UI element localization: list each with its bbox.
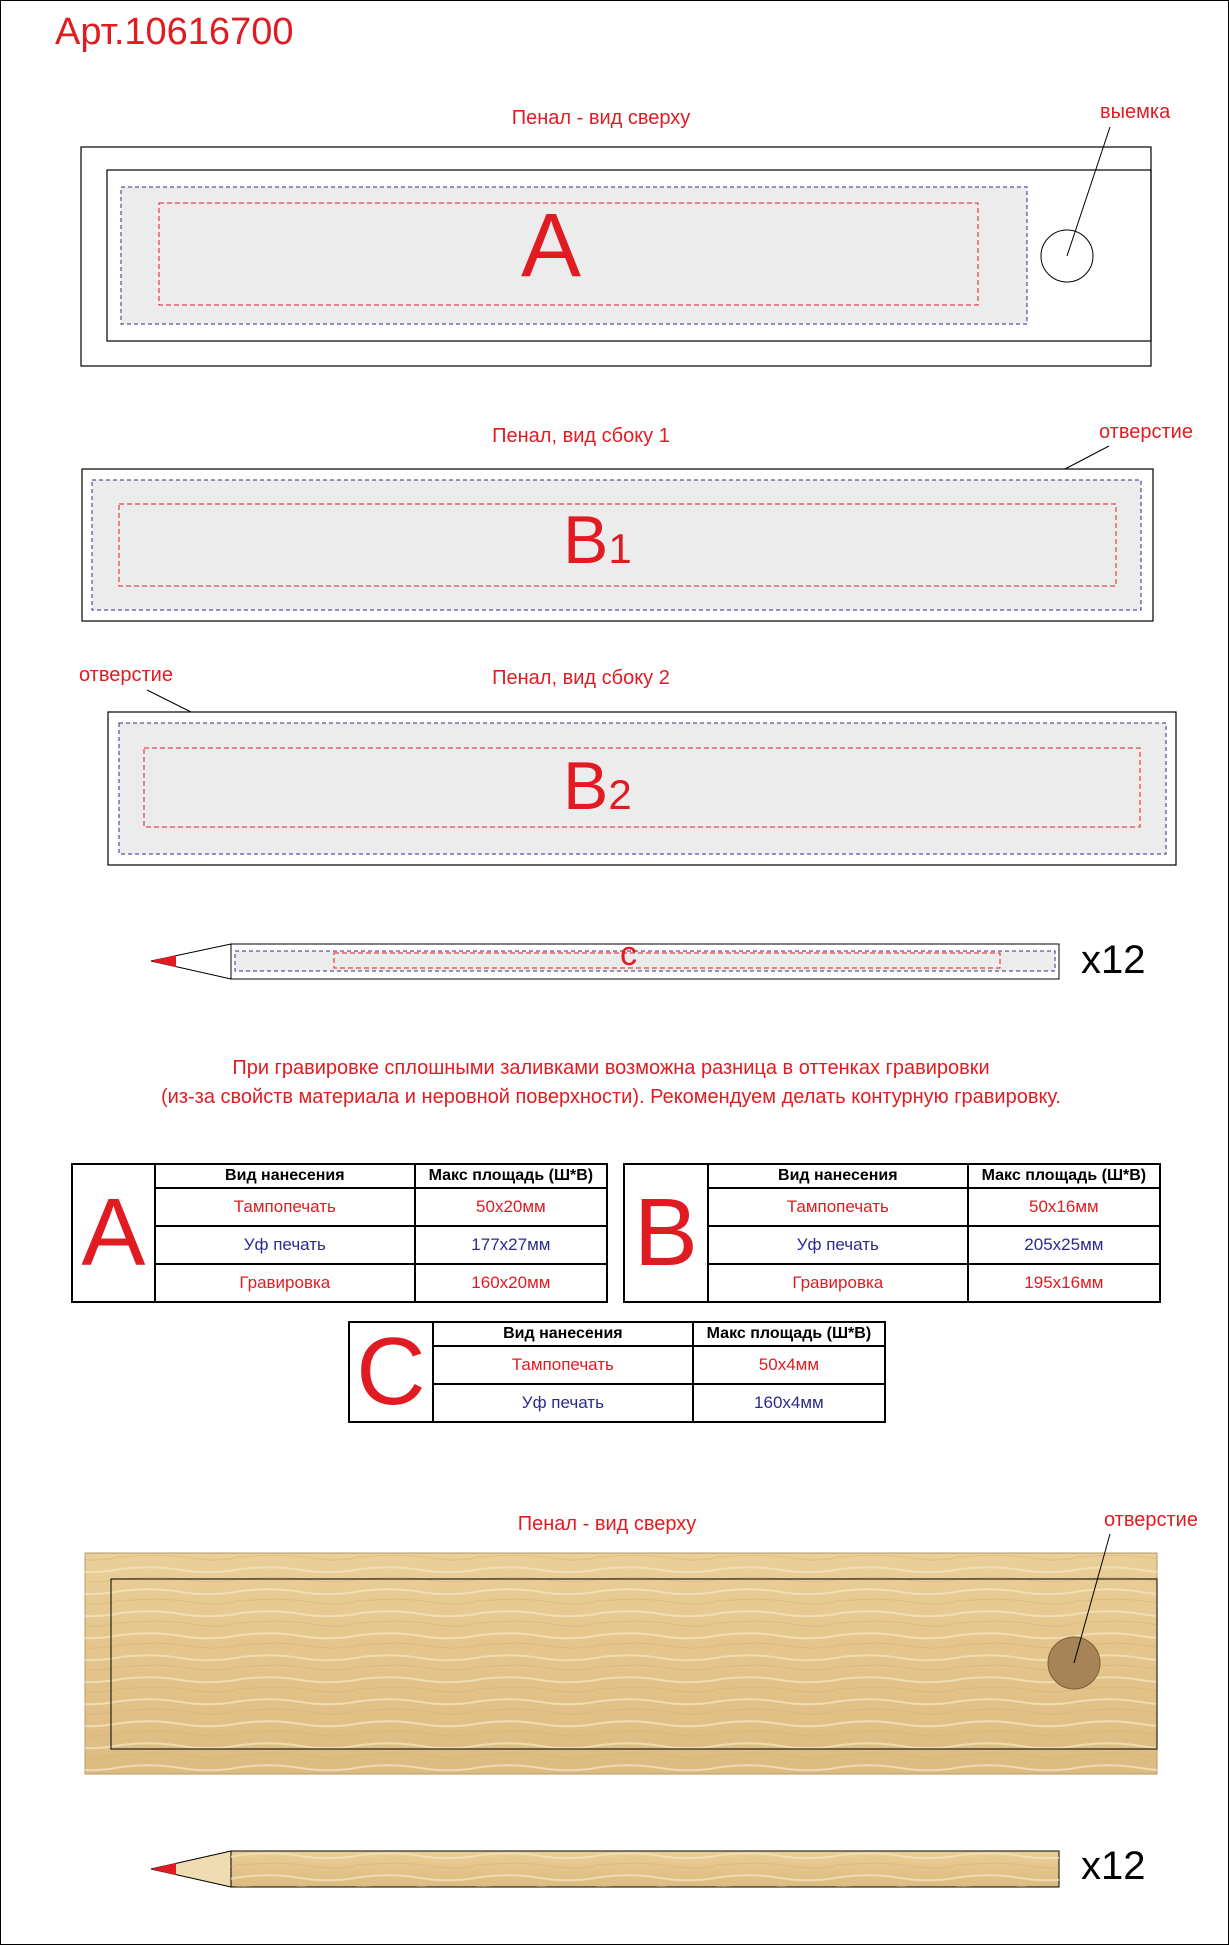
- table-zone-c: [348, 1318, 886, 1425]
- table-c-size: 50x4мм: [693, 1346, 885, 1384]
- zone-b2-fill: [119, 723, 1166, 854]
- table-a-size: 177x27мм: [415, 1226, 607, 1264]
- hole-leader-line-2: [147, 690, 191, 712]
- article-title: Арт.10616700: [55, 11, 294, 53]
- zone-c-label: c: [620, 935, 637, 973]
- photo-hole-callout: отверстие: [1104, 1509, 1198, 1531]
- table-a-size: 160x20мм: [415, 1264, 607, 1302]
- wood-pencil-quantity: x12: [1081, 1844, 1146, 1888]
- table-b-header-method: Вид нанесения: [708, 1164, 968, 1188]
- zone-b1-letter: B: [563, 502, 609, 578]
- side1-view-title: Пенал, вид сбоку 1: [492, 425, 670, 447]
- zone-b2-letter: B: [563, 748, 609, 824]
- engraving-note-line-2: (из-за свойств материала и неровной поверхности). Рекомендуем делать контурную гравировку.: [161, 1086, 1061, 1108]
- side2-view-title: Пенал, вид сбоку 2: [492, 667, 670, 689]
- engraving-note: [61, 1054, 1161, 1112]
- table-a-header-size: Макс площадь (Ш*В): [415, 1164, 607, 1188]
- table-a-method: Гравировка: [155, 1264, 415, 1302]
- table-b-size: 195x16мм: [968, 1264, 1160, 1302]
- pencil-lead: [151, 955, 176, 967]
- table-a-zone-letter: A: [72, 1164, 155, 1302]
- table-c-header-method: Вид нанесения: [433, 1322, 693, 1346]
- wood-pencil-grain: [231, 1851, 1059, 1887]
- table-b-method: Гравировка: [708, 1264, 968, 1302]
- notch-leader-line: [1067, 127, 1110, 256]
- table-b-header-size: Макс площадь (Ш*В): [968, 1164, 1160, 1188]
- table-a-size: 50x20мм: [415, 1188, 607, 1226]
- table-c-method: Тампопечать: [433, 1346, 693, 1384]
- table-b-size: 205x25мм: [968, 1226, 1160, 1264]
- top-view-title: Пенал - вид сверху: [511, 107, 691, 129]
- wood-pencil-lead: [151, 1863, 176, 1875]
- table-c-header-size: Макс площадь (Ш*В): [693, 1322, 885, 1346]
- hole-leader-line-1: [1065, 446, 1109, 469]
- table-zone-a: [71, 1163, 608, 1303]
- notch-callout-label: выемка: [1100, 101, 1171, 123]
- engraving-note-line-1: При гравировке сплошными заливками возможна разница в оттенках гравировки: [232, 1057, 990, 1079]
- zone-a-label: A: [521, 196, 582, 296]
- table-a-method: Тампопечать: [155, 1188, 415, 1226]
- wood-case-grain: [85, 1553, 1157, 1774]
- side1-hole-callout: отверстие: [1099, 421, 1193, 443]
- table-b-zone-letter: B: [624, 1164, 708, 1302]
- table-a-method: Уф печать: [155, 1226, 415, 1264]
- table-c-method: Уф печать: [433, 1384, 693, 1422]
- table-c-zone-letter: C: [349, 1322, 433, 1422]
- zone-b1-label: [563, 502, 632, 578]
- technical-drawing: [1, 1, 1229, 1945]
- zone-b1-subscript: 1: [608, 525, 632, 572]
- table-b-method: Уф печать: [708, 1226, 968, 1264]
- table-c-size: 160x4мм: [693, 1384, 885, 1422]
- pencil-quantity: x12: [1081, 938, 1146, 982]
- zone-b2-label: [563, 748, 632, 824]
- table-b-size: 50x16мм: [968, 1188, 1160, 1226]
- side2-hole-callout: отверстие: [79, 664, 173, 686]
- photo-view-title: Пенал - вид сверху: [517, 1513, 697, 1535]
- table-a-header-method: Вид нанесения: [155, 1164, 415, 1188]
- zone-b2-subscript: 2: [608, 771, 632, 818]
- table-zone-b: [623, 1163, 1161, 1303]
- table-b-method: Тампопечать: [708, 1188, 968, 1226]
